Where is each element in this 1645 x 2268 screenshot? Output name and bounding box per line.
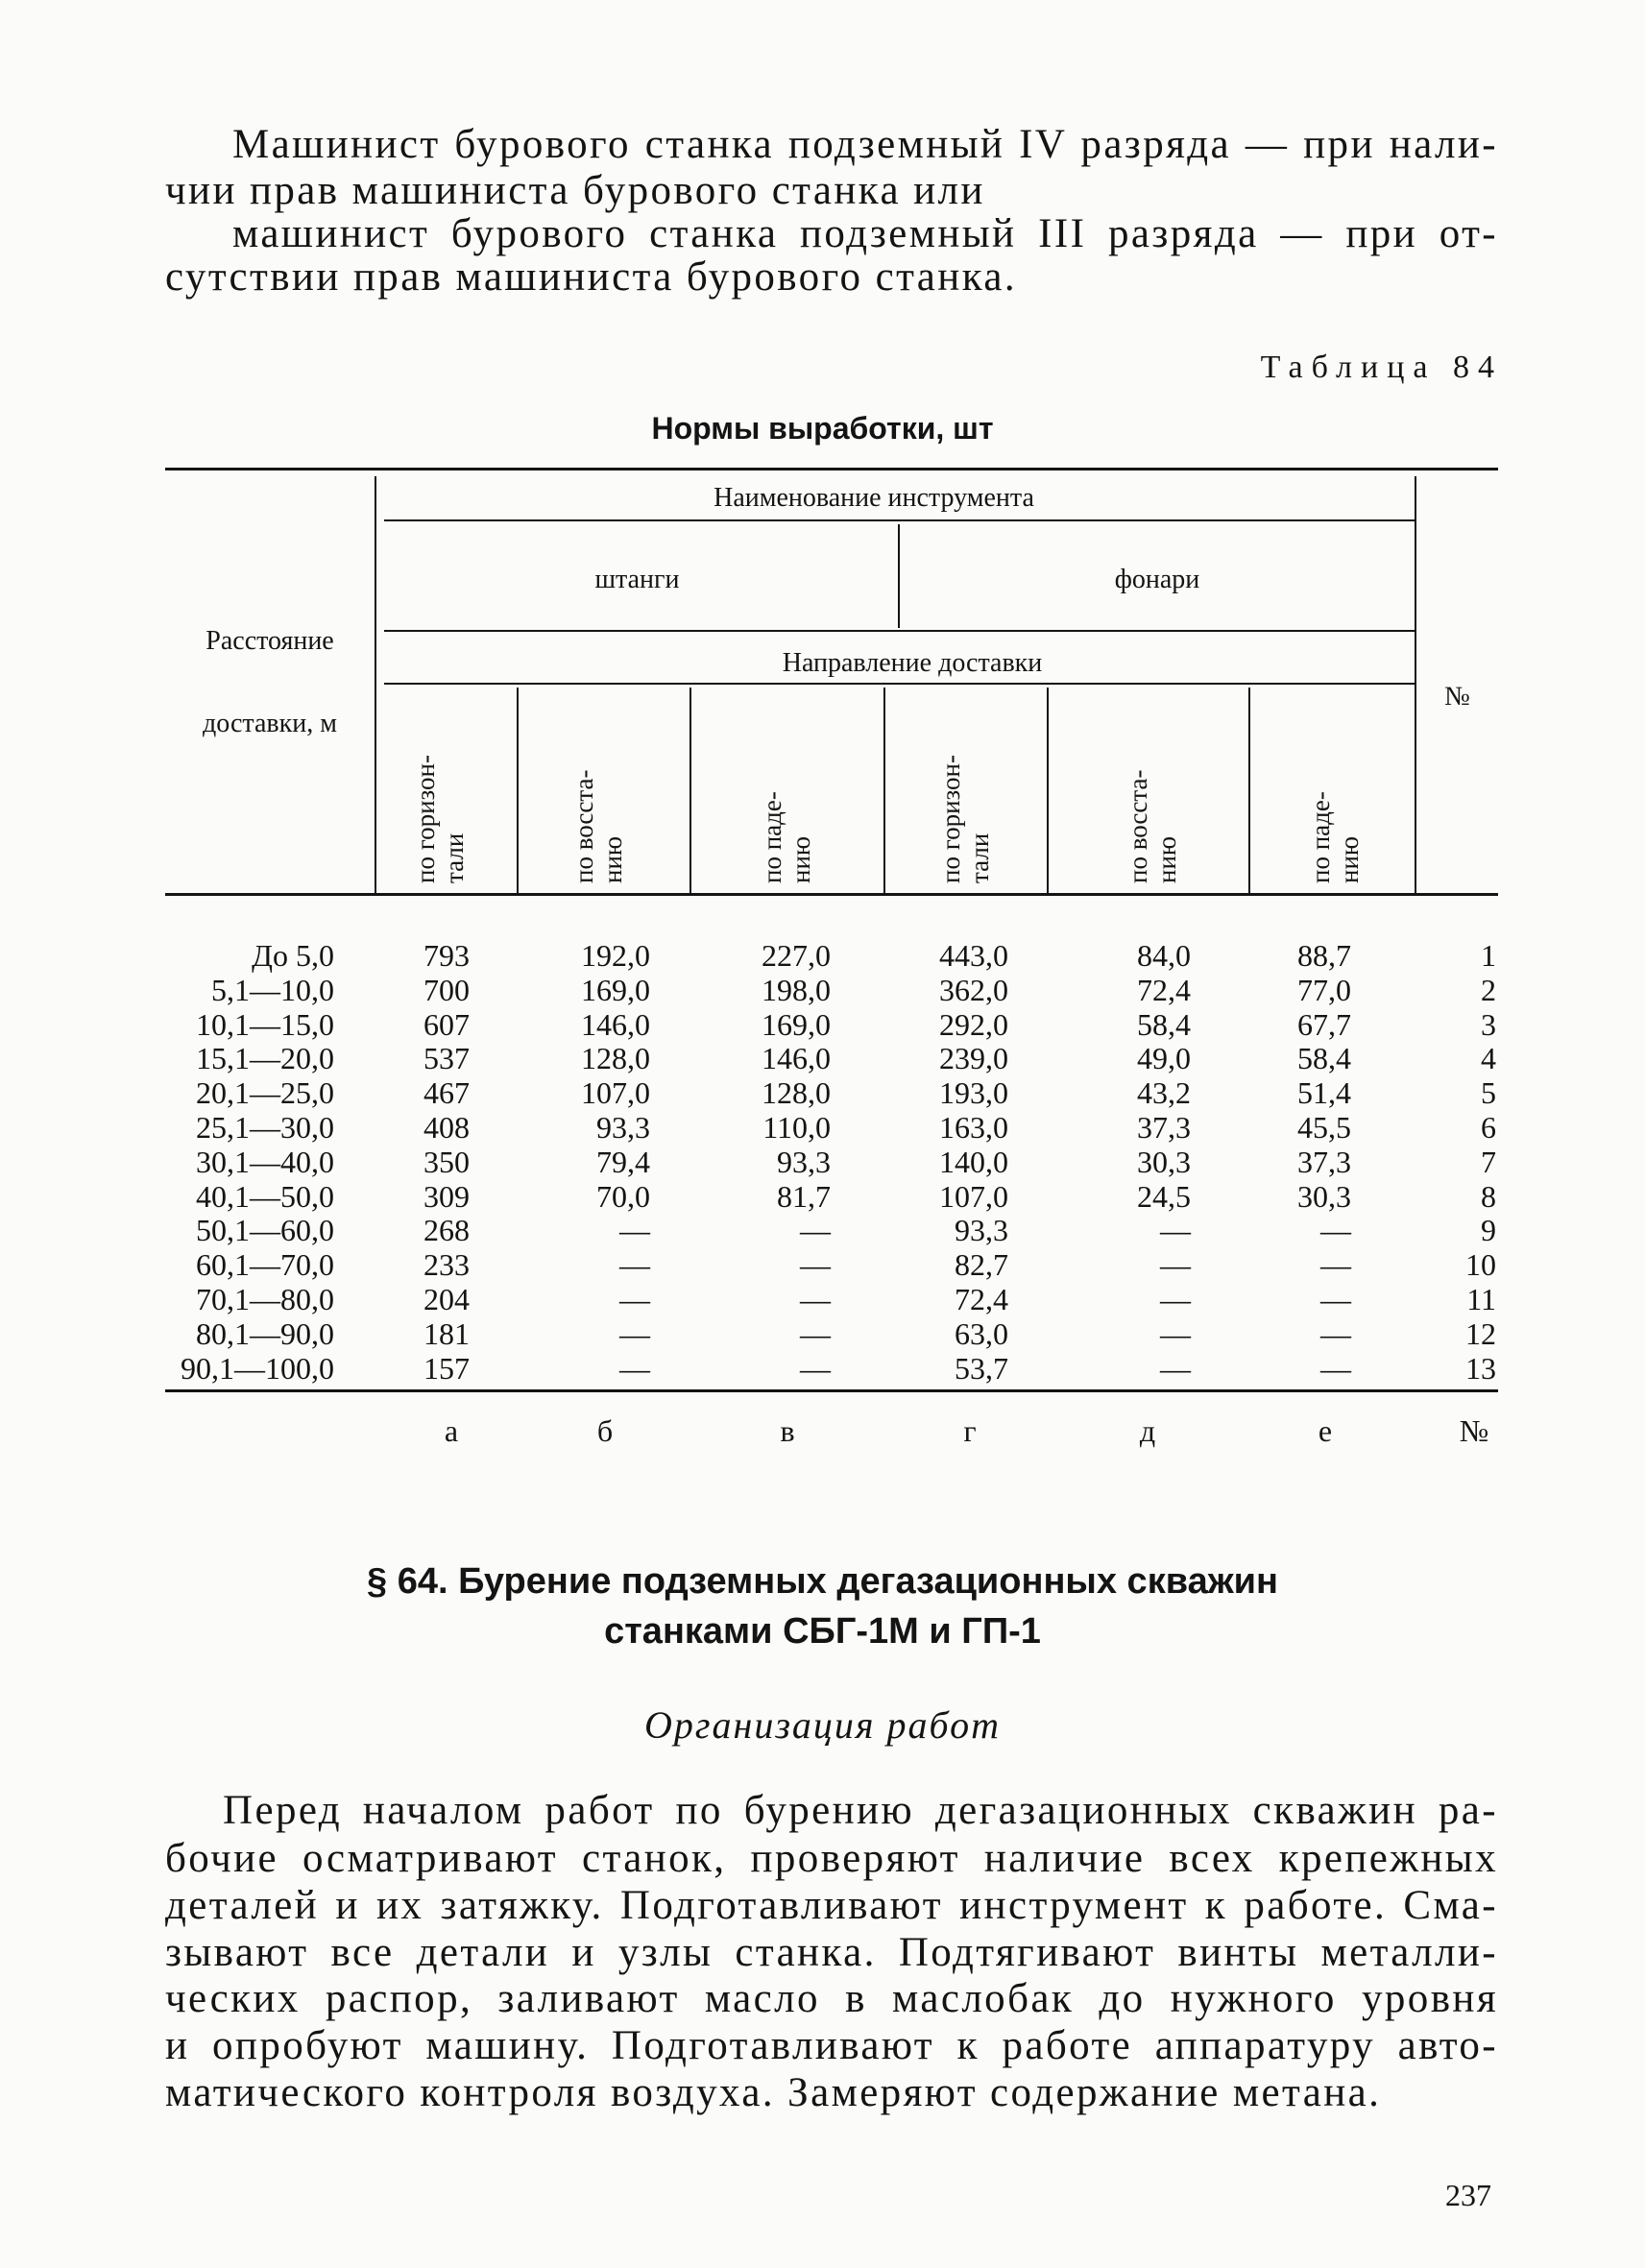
cell-col-d: 292,0: [939, 1006, 1008, 1042]
cell-col-e: 49,0: [1137, 1041, 1191, 1076]
intro-line-4: сутствии прав машиниста бурового станка.: [165, 254, 1017, 300]
rods-lamps-rule: [384, 630, 1416, 632]
cell-col-e: —: [1160, 1315, 1191, 1351]
cell-col-b: 79,4: [596, 1144, 650, 1179]
footer-col-label: в: [780, 1413, 795, 1448]
body-line-2: бочие осматривают станок, проверяют наличие всех крепежных: [165, 1836, 1498, 1881]
section-subtitle: Организация работ: [643, 1703, 1001, 1747]
dir-header-f-line-2: нию: [1335, 835, 1364, 883]
cell-col-b: —: [619, 1213, 650, 1248]
footer-col-label: е: [1318, 1413, 1333, 1448]
header-bottom-rule: [165, 893, 1498, 896]
cell-col-e: —: [1160, 1350, 1191, 1386]
cell-distance: 15,1—20,0: [196, 1041, 334, 1076]
cell-col-e: 84,0: [1137, 938, 1191, 973]
intro-line-2: чии прав машиниста бурового станка или: [165, 168, 985, 213]
table-label: Таблица 84: [1260, 350, 1503, 385]
cell-col-b: —: [619, 1282, 650, 1316]
dir-header-a-line-1: по горизон-: [411, 755, 440, 883]
cell-col-a: 700: [423, 972, 470, 1007]
cell-col-d: 239,0: [939, 1041, 1008, 1076]
cell-col-e: —: [1160, 1282, 1191, 1316]
cell-col-a: 793: [423, 938, 470, 973]
cell-col-f: —: [1320, 1247, 1351, 1283]
dir-header-f-line-1: по паде-: [1306, 791, 1335, 883]
cell-col-d: 443,0: [939, 938, 1008, 973]
section-title-line-2: станками СБГ-1М и ГП-1: [604, 1611, 1041, 1652]
cell-col-c: 146,0: [762, 1041, 831, 1076]
cell-col-a: 350: [423, 1144, 470, 1179]
table-caption: Нормы выработки, шт: [651, 411, 994, 446]
cell-col-a: 408: [423, 1110, 470, 1145]
cell-col-b: 169,0: [581, 972, 650, 1007]
cell-col-e: 24,5: [1137, 1178, 1191, 1214]
body-bottom-rule: [165, 1389, 1498, 1392]
cell-distance: 10,1—15,0: [196, 1006, 334, 1042]
footer-col-label: г: [963, 1413, 977, 1448]
body-line-7: матического контроля воздуха. Замеряют содержание метана.: [165, 2070, 1382, 2115]
cell-row-number: 2: [1481, 972, 1496, 1007]
distance-header-line-1: Расстояние: [206, 626, 334, 656]
cell-col-c: 81,7: [777, 1178, 831, 1214]
cell-col-d: 107,0: [939, 1178, 1008, 1214]
cell-row-number: 11: [1466, 1282, 1496, 1316]
cell-col-b: —: [619, 1247, 650, 1283]
page-number: 237: [1445, 2178, 1491, 2212]
direction-header: Направление доставки: [782, 648, 1043, 678]
cell-row-number: 9: [1481, 1213, 1496, 1248]
col-divider-2: [689, 688, 691, 893]
cell-col-d: 63,0: [955, 1315, 1008, 1351]
dir-header-b: [569, 769, 627, 883]
cell-col-f: 45,5: [1297, 1110, 1351, 1145]
direction-rule: [384, 683, 1416, 685]
cell-row-number: 7: [1481, 1144, 1496, 1179]
dir-header-e: [1124, 769, 1181, 883]
cell-col-c: 110,0: [762, 1110, 831, 1145]
cell-col-a: 537: [423, 1041, 470, 1076]
cell-row-number: 1: [1481, 938, 1496, 973]
cell-col-f: 88,7: [1297, 938, 1351, 973]
cell-col-d: 193,0: [939, 1075, 1008, 1111]
cell-distance: 30,1—40,0: [196, 1144, 334, 1179]
footer-col-label: а: [444, 1413, 459, 1448]
cell-col-b: 146,0: [581, 1006, 650, 1042]
cell-distance: 80,1—90,0: [196, 1315, 334, 1351]
col-divider-4: [1047, 688, 1049, 893]
dir-header-a: [411, 755, 469, 883]
cell-col-c: —: [800, 1350, 831, 1386]
cell-row-number: 4: [1481, 1041, 1496, 1076]
distance-header-line-2: доставки, м: [203, 709, 337, 738]
dir-header-e-line-2: нию: [1152, 835, 1181, 883]
col-divider-3: [883, 688, 885, 893]
cell-distance: 20,1—25,0: [196, 1075, 334, 1111]
dir-header-c-line-1: по паде-: [758, 791, 786, 883]
cell-row-number: 10: [1465, 1247, 1496, 1283]
cell-col-d: 82,7: [955, 1247, 1008, 1283]
cell-distance: 70,1—80,0: [196, 1282, 334, 1316]
cell-col-e: —: [1160, 1247, 1191, 1283]
cell-col-e: 58,4: [1137, 1006, 1191, 1042]
cell-col-a: 181: [423, 1315, 470, 1351]
section-title-line-1: § 64. Бурение подземных дегазационных скважин: [367, 1561, 1278, 1602]
cell-col-b: —: [619, 1350, 650, 1386]
cell-col-f: —: [1320, 1282, 1351, 1316]
dir-header-f: [1306, 791, 1364, 883]
col-divider-5: [1248, 688, 1250, 893]
cell-row-number: 5: [1481, 1075, 1496, 1111]
cell-col-f: —: [1320, 1350, 1351, 1386]
cell-col-f: —: [1320, 1315, 1351, 1351]
dir-header-c-line-2: нию: [786, 835, 815, 883]
cell-row-number: 6: [1481, 1110, 1496, 1145]
cell-col-d: 72,4: [955, 1282, 1008, 1316]
dir-header-d: [936, 755, 994, 883]
cell-col-c: —: [800, 1282, 831, 1316]
cell-distance: 5,1—10,0: [211, 972, 334, 1007]
cell-col-f: 51,4: [1297, 1075, 1351, 1111]
footer-col-label: №: [1459, 1413, 1489, 1448]
cell-col-c: 198,0: [762, 972, 831, 1007]
cell-row-number: 3: [1481, 1006, 1496, 1042]
cell-col-b: 107,0: [581, 1075, 650, 1111]
cell-col-f: 37,3: [1297, 1144, 1351, 1179]
cell-col-e: 30,3: [1137, 1144, 1191, 1179]
cell-col-d: 362,0: [939, 972, 1008, 1007]
body-line-6: и опробуют машину. Подготавливают к работе аппаратуру авто-: [165, 2023, 1498, 2068]
cell-col-d: 93,3: [955, 1213, 1008, 1248]
instrument-header: Наименование инструмента: [714, 483, 1034, 513]
cell-row-number: 8: [1481, 1178, 1496, 1214]
col-divider-distance: [375, 476, 376, 893]
dir-header-c: [758, 791, 815, 883]
cell-col-e: 43,2: [1137, 1075, 1191, 1111]
cell-col-e: 37,3: [1137, 1110, 1191, 1145]
cell-col-c: 93,3: [777, 1144, 831, 1179]
body-line-5: ческих распор, заливают масло в маслобак до нужного уровня: [165, 1976, 1498, 2021]
cell-col-a: 607: [423, 1006, 470, 1042]
lamps-header: фонари: [1114, 565, 1200, 594]
cell-col-e: —: [1160, 1213, 1191, 1248]
cell-distance: До 5,0: [252, 938, 334, 973]
cell-col-a: 204: [423, 1282, 470, 1316]
cell-col-e: 72,4: [1137, 972, 1191, 1007]
cell-col-d: 163,0: [939, 1110, 1008, 1145]
cell-col-a: 233: [423, 1247, 470, 1283]
rods-header: штанги: [594, 565, 680, 594]
cell-col-b: —: [619, 1315, 650, 1351]
cell-col-c: 227,0: [762, 938, 831, 973]
cell-distance: 60,1—70,0: [196, 1247, 334, 1283]
dir-header-d-line-1: по горизон-: [936, 755, 965, 883]
cell-col-a: 268: [423, 1213, 470, 1248]
col-divider-1: [517, 688, 519, 893]
cell-row-number: 13: [1465, 1350, 1496, 1386]
cell-col-b: 192,0: [581, 938, 650, 973]
body-line-3: деталей и их затяжку. Подготавливают инструмент к работе. Сма-: [165, 1883, 1498, 1928]
cell-col-f: 67,7: [1297, 1006, 1351, 1042]
dir-header-d-line-2: тали: [965, 832, 994, 883]
cell-col-d: 140,0: [939, 1144, 1008, 1179]
cell-col-b: 93,3: [596, 1110, 650, 1145]
cell-col-f: —: [1320, 1213, 1351, 1248]
footer-col-label: б: [596, 1413, 614, 1448]
cell-col-d: 53,7: [955, 1350, 1008, 1386]
cell-col-c: 169,0: [762, 1006, 831, 1042]
table-top-rule: [165, 468, 1498, 470]
cell-distance: 25,1—30,0: [196, 1110, 334, 1145]
dir-header-b-line-1: по восста-: [569, 769, 598, 883]
cell-distance: 40,1—50,0: [196, 1178, 334, 1214]
cell-col-a: 309: [423, 1178, 470, 1214]
cell-col-f: 30,3: [1297, 1178, 1351, 1214]
footer-col-label: д: [1139, 1413, 1156, 1448]
intro-line-1: Машинист бурового станка подземный IV разряда — при нали-: [232, 122, 1498, 167]
cell-distance: 50,1—60,0: [196, 1213, 334, 1248]
dir-header-b-line-2: нию: [598, 835, 627, 883]
dir-header-e-line-1: по восста-: [1124, 769, 1152, 883]
cell-col-a: 157: [423, 1350, 470, 1386]
cell-col-b: 70,0: [596, 1178, 650, 1214]
dir-header-a-line-2: тали: [440, 832, 469, 883]
cell-distance: 90,1—100,0: [181, 1350, 334, 1386]
cell-col-a: 467: [423, 1075, 470, 1111]
number-header: №: [1444, 682, 1470, 712]
cell-col-f: 58,4: [1297, 1041, 1351, 1076]
cell-col-c: —: [800, 1315, 831, 1351]
cell-col-c: —: [800, 1247, 831, 1283]
cell-col-c: —: [800, 1213, 831, 1248]
cell-col-c: 128,0: [762, 1075, 831, 1111]
cell-row-number: 12: [1465, 1315, 1496, 1351]
body-line-4: зывают все детали и узлы станка. Подтягивают винты металли-: [165, 1930, 1498, 1975]
intro-line-3: машинист бурового станка подземный III разряда — при от-: [232, 211, 1498, 256]
cell-col-b: 128,0: [581, 1041, 650, 1076]
cell-col-f: 77,0: [1297, 972, 1351, 1007]
instrument-rule: [384, 519, 1416, 521]
body-line-1: Перед началом работ по бурению дегазационных скважин ра-: [223, 1788, 1498, 1833]
